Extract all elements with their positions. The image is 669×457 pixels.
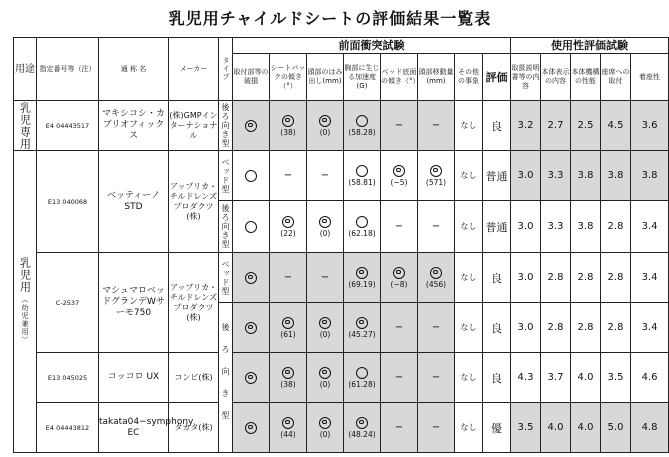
measured-value: (456): [425, 279, 447, 289]
measured-value: (38): [280, 379, 296, 389]
usability-cell: 3.4: [631, 303, 669, 353]
header-usability-col: 取扱説明書等の内容: [511, 54, 541, 101]
front-cell: [381, 201, 418, 253]
eval-cell: 普通: [483, 201, 511, 253]
header-front-col: シートバックの傾き（°）: [270, 54, 307, 101]
usability-cell: 3.5: [511, 403, 541, 453]
usability-cell: 2.7: [541, 101, 571, 151]
usability-cell: 3.7: [541, 353, 571, 403]
measured-value: (38): [280, 127, 296, 137]
name-cell: マキシコシ・カブリオフィックス: [99, 101, 169, 151]
double-circle-icon: [319, 317, 331, 329]
name-cell: takata04−symphony EC: [99, 403, 169, 453]
dash-mark: −: [283, 272, 293, 283]
double-circle-icon: [319, 216, 331, 228]
measured-value: (0): [319, 379, 331, 389]
header-front-col: 評価: [483, 54, 511, 101]
eval-cell: 優: [483, 403, 511, 453]
usability-cell: 3.5: [601, 353, 631, 403]
header-maker: メーカー: [169, 38, 219, 101]
measured-value: (61.28): [348, 379, 376, 389]
front-cell: [270, 403, 307, 453]
front-cell: [381, 101, 418, 151]
header-front-col: 取付部等の破損: [233, 54, 270, 101]
maker-cell: タカタ(株): [169, 403, 219, 453]
measured-value: (0): [319, 228, 331, 238]
type-cell: 後ろ向き型: [219, 201, 233, 253]
double-circle-icon: [245, 120, 257, 132]
front-cell: [233, 253, 270, 303]
double-circle-icon: [245, 322, 257, 334]
double-circle-icon: [245, 272, 257, 284]
front-cell: [307, 151, 344, 201]
usability-cell: 3.8: [571, 151, 601, 201]
front-cell: [307, 403, 344, 453]
code-cell: E4 04443812: [37, 403, 99, 453]
dash-mark: −: [431, 322, 441, 333]
usability-cell: 4.8: [631, 403, 669, 453]
double-circle-icon: [356, 417, 368, 429]
front-cell: [344, 101, 381, 151]
usability-cell: 3.2: [511, 101, 541, 151]
front-cell: [307, 353, 344, 403]
measured-value: (0): [319, 329, 331, 339]
other-cell: なし: [455, 201, 483, 253]
front-cell: [418, 151, 455, 201]
usability-cell: 3.8: [571, 201, 601, 253]
measured-value: (22): [280, 228, 296, 238]
measured-value: (0): [319, 429, 331, 439]
front-cell: [344, 151, 381, 201]
table-row: [14, 403, 669, 453]
eval-cell: 良: [483, 353, 511, 403]
dash-mark: −: [431, 422, 441, 433]
header-usability-col: 座席への取付: [601, 54, 631, 101]
front-cell: [307, 201, 344, 253]
usability-cell: 2.8: [601, 303, 631, 353]
name-cell: ベッティーノSTD: [99, 151, 169, 253]
double-circle-icon: [282, 115, 294, 127]
eval-cell: 普通: [483, 151, 511, 201]
dash-mark: −: [394, 422, 404, 433]
circle-icon: [356, 216, 368, 228]
front-cell: [381, 303, 418, 353]
front-cell: [270, 253, 307, 303]
table-row: [14, 253, 669, 303]
front-cell: [270, 151, 307, 201]
eval-cell: 良: [483, 303, 511, 353]
usability-cell: 3.4: [631, 253, 669, 303]
usability-cell: 3.8: [631, 151, 669, 201]
type-cell: 後ろ向き型: [219, 303, 233, 453]
front-cell: [381, 151, 418, 201]
header-usability-col: 着座性: [631, 54, 669, 101]
usability-cell: 5.0: [601, 403, 631, 453]
front-cell: [233, 201, 270, 253]
eval-cell: 良: [483, 253, 511, 303]
maker-cell: アップリカ・チルドレンズプロダクツ(株): [169, 151, 219, 253]
front-cell: [344, 403, 381, 453]
other-cell: なし: [455, 353, 483, 403]
measured-value: (62.18): [348, 228, 376, 238]
dash-mark: −: [431, 221, 441, 232]
measured-value: (45.27): [348, 329, 376, 339]
maker-cell: (株)GMPインターナショナル: [169, 101, 219, 151]
header-use: 用途: [14, 38, 37, 101]
double-circle-icon: [282, 317, 294, 329]
header-name: 通 称 名: [99, 38, 169, 101]
front-cell: [270, 353, 307, 403]
dash-mark: −: [431, 372, 441, 383]
eval-cell: 良: [483, 101, 511, 151]
other-cell: なし: [455, 403, 483, 453]
usability-cell: 3.0: [511, 201, 541, 253]
header-front-col: 胸部に生じる加速度(G): [344, 54, 381, 101]
double-circle-icon: [319, 417, 331, 429]
double-circle-icon: [356, 267, 368, 279]
measured-value: (−8): [390, 279, 408, 289]
table-row: [14, 151, 669, 201]
circle-icon: [245, 221, 257, 233]
circle-icon: [356, 165, 368, 177]
front-cell: [307, 253, 344, 303]
maker-cell: アップリカ・チルドレンズプロダクツ(株): [169, 253, 219, 353]
usability-cell: 2.8: [541, 253, 571, 303]
type-cell: 後ろ向き型: [219, 101, 233, 151]
use-combo: [14, 151, 37, 453]
header-usability-col: 本体表示の内容: [541, 54, 571, 101]
front-cell: [344, 201, 381, 253]
measured-value: (61): [280, 329, 296, 339]
usability-cell: 3.3: [541, 151, 571, 201]
double-circle-icon: [282, 367, 294, 379]
front-cell: [418, 403, 455, 453]
double-circle-icon: [319, 115, 331, 127]
front-cell: [418, 303, 455, 353]
maker-cell: コンビ(株): [169, 353, 219, 403]
usability-cell: 2.5: [571, 101, 601, 151]
front-cell: [233, 101, 270, 151]
header-front-col: 頭部のはみ出し(mm): [307, 54, 344, 101]
usability-cell: 3.0: [511, 253, 541, 303]
front-cell: [270, 101, 307, 151]
double-circle-icon: [282, 216, 294, 228]
front-cell: [381, 353, 418, 403]
usability-cell: 3.8: [601, 151, 631, 201]
front-cell: [381, 403, 418, 453]
usability-cell: 4.6: [631, 353, 669, 403]
other-cell: なし: [455, 253, 483, 303]
front-cell: [344, 303, 381, 353]
table-row: [14, 101, 669, 151]
measured-value: (44): [280, 429, 296, 439]
usability-cell: 3.3: [541, 201, 571, 253]
code-cell: E13 040068: [37, 151, 99, 253]
header-front-group: 前面衝突試験: [233, 38, 511, 54]
measured-value: (571): [425, 177, 447, 187]
front-cell: [233, 353, 270, 403]
measured-value: (0): [319, 127, 331, 137]
usability-cell: 2.8: [601, 201, 631, 253]
measured-value: (58.81): [348, 177, 376, 187]
header-usability-group: 使用性評価試験: [511, 38, 669, 54]
double-circle-icon: [319, 367, 331, 379]
circle-icon: [245, 170, 257, 182]
double-circle-icon: [393, 267, 405, 279]
front-cell: [418, 101, 455, 151]
name-cell: マシュマロベッドグランデWサーモ750: [99, 253, 169, 353]
front-cell: [418, 353, 455, 403]
measured-value: (−5): [390, 177, 408, 187]
usability-cell: 2.8: [541, 303, 571, 353]
header-front-col: 頭部移動量(mm): [418, 54, 455, 101]
dash-mark: −: [320, 272, 330, 283]
usability-cell: 4.5: [601, 101, 631, 151]
double-circle-icon: [245, 372, 257, 384]
front-cell: [418, 201, 455, 253]
usability-cell: 4.0: [571, 403, 601, 453]
name-cell: コッコロ UX: [99, 353, 169, 403]
usability-cell: 2.8: [571, 253, 601, 303]
front-cell: [233, 151, 270, 201]
front-cell: [418, 253, 455, 303]
header-usability-col: 本体機構の性能: [571, 54, 601, 101]
usability-cell: 4.3: [511, 353, 541, 403]
dash-mark: −: [394, 221, 404, 232]
usability-cell: 3.4: [631, 201, 669, 253]
measured-value: (48.24): [348, 429, 376, 439]
usability-cell: 2.8: [601, 253, 631, 303]
usability-cell: 2.8: [571, 303, 601, 353]
circle-icon: [356, 367, 368, 379]
double-circle-icon: [245, 422, 257, 434]
dash-mark: −: [394, 372, 404, 383]
header-type: タイプ: [219, 38, 233, 101]
dash-mark: −: [431, 120, 441, 131]
measured-value: (69.19): [348, 279, 376, 289]
type-cell: ベッド型: [219, 253, 233, 303]
double-circle-icon: [393, 165, 405, 177]
code-cell: C-2537: [37, 253, 99, 353]
code-cell: E4 04443517: [37, 101, 99, 151]
code-cell: E13 045025: [37, 353, 99, 403]
other-cell: なし: [455, 151, 483, 201]
table-row: [14, 353, 669, 403]
use-infant-only: 乳児専用: [14, 101, 37, 151]
page-title: 乳児用チャイルドシートの評価結果一覧表: [168, 9, 492, 28]
dash-mark: −: [283, 170, 293, 181]
other-cell: なし: [455, 101, 483, 151]
usability-cell: 3.0: [511, 151, 541, 201]
dash-mark: −: [394, 322, 404, 333]
usability-cell: 4.0: [541, 403, 571, 453]
circle-icon: [356, 115, 368, 127]
results-table: [13, 37, 669, 453]
double-circle-icon: [356, 317, 368, 329]
header-code: 指定番号等（注）: [37, 38, 99, 101]
type-cell: ベッド型: [219, 151, 233, 201]
measured-value: (58.28): [348, 127, 376, 137]
front-cell: [270, 201, 307, 253]
usability-cell: 3.6: [631, 101, 669, 151]
double-circle-icon: [430, 267, 442, 279]
header-front-col: ベッド底面の傾き（°）: [381, 54, 418, 101]
usability-cell: 3.0: [511, 303, 541, 353]
front-cell: [270, 303, 307, 353]
front-cell: [344, 253, 381, 303]
usability-cell: 4.0: [571, 353, 601, 403]
double-circle-icon: [282, 417, 294, 429]
front-cell: [307, 101, 344, 151]
use-combo-main: 乳児用: [18, 256, 32, 293]
front-cell: [233, 303, 270, 353]
use-combo-sub: （幼児兼用）: [21, 295, 29, 344]
header-front-col: その他の事象: [455, 54, 483, 101]
dash-mark: −: [320, 170, 330, 181]
front-cell: [233, 403, 270, 453]
front-cell: [344, 353, 381, 403]
dash-mark: −: [394, 120, 404, 131]
double-circle-icon: [430, 165, 442, 177]
other-cell: なし: [455, 303, 483, 353]
front-cell: [307, 303, 344, 353]
front-cell: [381, 253, 418, 303]
